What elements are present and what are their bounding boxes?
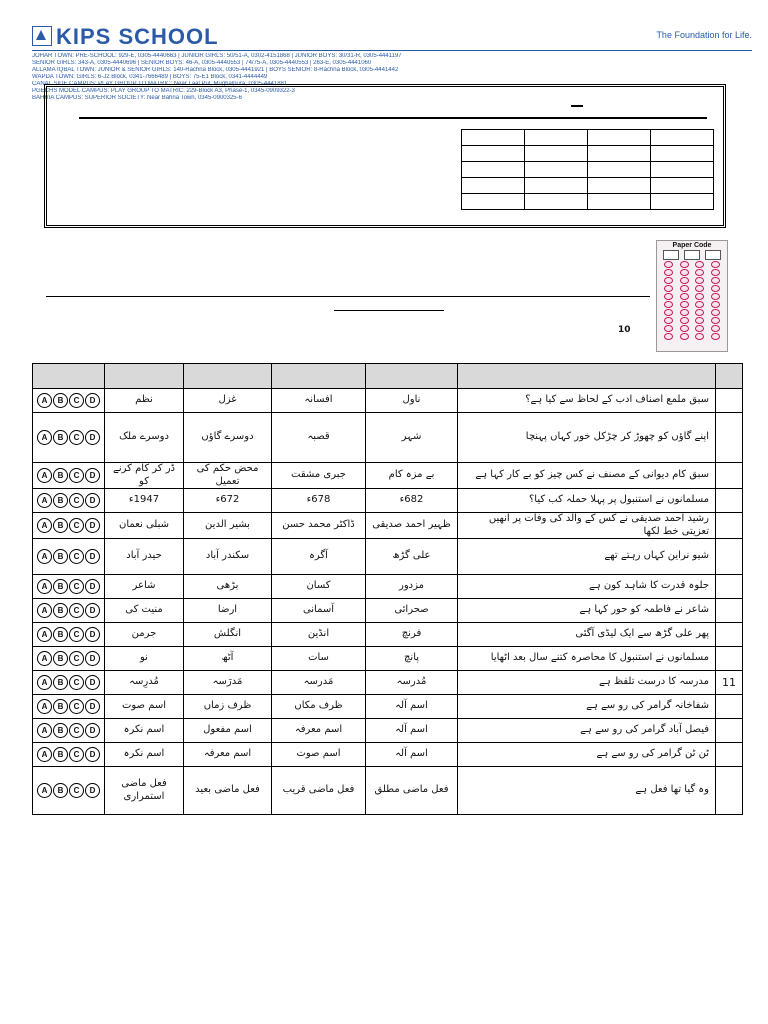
paper-code-bubble-row — [657, 309, 727, 316]
option-4: ڈر کر کام کرنے کو — [105, 463, 184, 489]
option-2: فعل ماضی قریب — [272, 767, 366, 815]
option-2: اسم صوت — [272, 743, 366, 767]
paper-code-bubble-row — [657, 325, 727, 332]
answer-bubble[interactable]: A — [37, 493, 52, 508]
paper-code-bubble[interactable] — [664, 269, 673, 276]
paper-code-bubble[interactable] — [711, 277, 720, 284]
question-row — [33, 671, 743, 695]
paper-code-bubble-row — [657, 317, 727, 324]
answer-bubble[interactable]: A — [37, 393, 52, 408]
paper-code-bubble-row — [657, 293, 727, 300]
answer-bubble[interactable]: D — [85, 699, 100, 714]
answer-bubble[interactable]: D — [85, 493, 100, 508]
answer-bubbles-cell — [33, 539, 105, 575]
answer-bubble[interactable]: C — [69, 675, 84, 690]
paper-code-bubble[interactable] — [664, 309, 673, 316]
title-rule — [79, 117, 707, 119]
answer-bubble[interactable]: C — [69, 393, 84, 408]
question-row — [33, 539, 743, 575]
answer-bubble[interactable]: D — [85, 783, 100, 798]
marks-cell[interactable] — [651, 162, 714, 178]
question-text: مسلمانوں نے استنبول کا محاصرہ کتنے سال بعد اٹھایا — [458, 647, 716, 671]
answer-bubble[interactable]: D — [85, 579, 100, 594]
paper-code-bubble[interactable] — [711, 285, 720, 292]
address-line: BAHRIA CAMPUS: SUPERIOR SOCIETY: Near Bahria Town, 0345-0900325-6 — [32, 95, 242, 101]
option-2: قصبہ — [272, 413, 366, 463]
question-text: شاعر نے فاطمہ کو حور کہا ہے — [458, 599, 716, 623]
question-number — [716, 743, 743, 767]
paper-code-digit-box[interactable] — [663, 250, 679, 260]
answer-bubble[interactable]: B — [53, 579, 68, 594]
table-header-row — [33, 364, 743, 389]
answer-bubble[interactable]: C — [69, 430, 84, 445]
paper-code-bubble-row — [657, 285, 727, 292]
answer-bubble[interactable]: B — [53, 783, 68, 798]
school-name: KIPS SCHOOL — [56, 24, 219, 49]
paper-code-bubble[interactable] — [680, 285, 689, 292]
option-1: صحرائی — [366, 599, 458, 623]
paper-code-bubble[interactable] — [664, 293, 673, 300]
paper-code-bubble[interactable] — [711, 261, 720, 268]
answer-bubble[interactable]: D — [85, 651, 100, 666]
question-row — [33, 743, 743, 767]
paper-code-bubble[interactable] — [664, 333, 673, 340]
question-number — [716, 767, 743, 815]
answer-bubble[interactable]: A — [37, 699, 52, 714]
option-3: ارضا — [184, 599, 272, 623]
answer-bubbles — [36, 675, 101, 690]
answer-bubbles — [36, 603, 101, 618]
marks-cell[interactable] — [651, 130, 714, 146]
answer-bubble[interactable]: D — [85, 393, 100, 408]
question-text: شفاخانہ گرامر کی رو سے ہے — [458, 695, 716, 719]
question-number: 11 — [716, 671, 743, 695]
answer-bubbles — [36, 549, 101, 564]
option-2: جبری مشقت — [272, 463, 366, 489]
paper-code-bubble[interactable] — [711, 293, 720, 300]
paper-code-bubble[interactable] — [695, 325, 704, 332]
answer-bubble[interactable]: C — [69, 783, 84, 798]
marks-cell[interactable] — [525, 130, 588, 146]
marks-cell[interactable] — [651, 178, 714, 194]
answer-bubble[interactable]: B — [53, 518, 68, 533]
option-3: آٹھ — [184, 647, 272, 671]
paper-code-bubble-row — [657, 301, 727, 308]
option-4: فعل ماضی استمراری — [105, 767, 184, 815]
paper-code-bubble[interactable] — [680, 325, 689, 332]
paper-code-bubble[interactable] — [695, 261, 704, 268]
paper-code-bubble[interactable] — [664, 285, 673, 292]
paper-code-bubble[interactable] — [680, 269, 689, 276]
marks-cell[interactable] — [525, 146, 588, 162]
option-4: اسم صوت — [105, 695, 184, 719]
option-1: بے مزہ کام — [366, 463, 458, 489]
paper-code-bubble-row — [657, 333, 727, 340]
answer-bubbles-cell — [33, 413, 105, 463]
option-2: آگرہ — [272, 539, 366, 575]
address-line: CANAL SIDE CAMPUS: PLAY GROUP TO MATRIC: Near Laal Pul, Mughalpura, 0305-4441881 — [32, 81, 288, 87]
option-2: افسانہ — [272, 389, 366, 413]
answer-bubble[interactable]: B — [53, 747, 68, 762]
marks-cell[interactable] — [462, 146, 525, 162]
paper-code-label: Paper Code — [672, 242, 712, 249]
mcq-table — [32, 363, 743, 815]
option-1: فعل ماضی مطلق — [366, 767, 458, 815]
answer-bubble[interactable]: C — [69, 747, 84, 762]
answer-bubble[interactable]: A — [37, 783, 52, 798]
marks-cell[interactable] — [525, 194, 588, 210]
question-number — [716, 413, 743, 463]
marks-cell[interactable] — [588, 194, 651, 210]
answer-bubbles — [36, 699, 101, 714]
answer-bubble[interactable]: C — [69, 549, 84, 564]
option-4: جرمن — [105, 623, 184, 647]
answer-bubbles-cell — [33, 513, 105, 539]
question-text: فیصل آباد گرامر کی رو سے ہے — [458, 719, 716, 743]
answer-bubble[interactable]: C — [69, 699, 84, 714]
answer-bubble[interactable]: C — [69, 518, 84, 533]
answer-bubbles-cell — [33, 647, 105, 671]
paper-code-bubble[interactable] — [711, 301, 720, 308]
answer-bubbles — [36, 651, 101, 666]
option-2: کسان — [272, 575, 366, 599]
option-3: مَدرَسہ — [184, 671, 272, 695]
question-number — [716, 719, 743, 743]
question-text: مدرسہ کا درست تلفظ ہے — [458, 671, 716, 695]
marks-cell[interactable] — [651, 194, 714, 210]
option-3: غزل — [184, 389, 272, 413]
answer-bubbles — [36, 723, 101, 738]
question-number — [716, 599, 743, 623]
paper-code-bubble[interactable] — [695, 269, 704, 276]
total-marks: 10 — [618, 325, 631, 335]
question-number — [716, 389, 743, 413]
answer-bubble[interactable]: D — [85, 468, 100, 483]
answer-bubbles — [36, 783, 101, 798]
paper-code-bubble[interactable] — [695, 277, 704, 284]
answer-bubbles-cell — [33, 695, 105, 719]
paper-code-bubble[interactable] — [664, 261, 673, 268]
option-3: انگلش — [184, 623, 272, 647]
question-row — [33, 575, 743, 599]
marks-cell[interactable] — [588, 146, 651, 162]
paper-code-bubble-grid — [657, 261, 727, 340]
question-text: سبق کام دیوانی کے مصنف نے کس چیز کو بے کار کہا ہے — [458, 463, 716, 489]
marks-grid — [461, 129, 714, 210]
paper-code-bubble[interactable] — [711, 325, 720, 332]
answer-bubble[interactable]: B — [53, 651, 68, 666]
answer-bubble[interactable]: C — [69, 603, 84, 618]
question-number — [716, 539, 743, 575]
answer-bubble[interactable]: D — [85, 747, 100, 762]
address-line: WAPDA TOWN: GIRLS: 6-J2 Block, 0341-7666489 | BOYS: 75-E1 Block, 0341-4444449 — [32, 74, 268, 80]
marks-cell[interactable] — [588, 130, 651, 146]
address-line: SENIOR GIRLS: 343-A, 0305-4440696 | SENIOR BOYS: 46-A, 0305-4440553 | 74/75-A, 0305-4440553 | 263-E, 0305-4441060 — [32, 60, 372, 66]
answer-bubble[interactable]: A — [37, 549, 52, 564]
marks-cell[interactable] — [525, 178, 588, 194]
question-text: ٹن ٹن گرامر کی رو سے ہے — [458, 743, 716, 767]
paper-code-bubble[interactable] — [711, 333, 720, 340]
answer-line — [46, 296, 650, 297]
paper-code-bubble[interactable] — [680, 277, 689, 284]
answer-bubble[interactable]: B — [53, 723, 68, 738]
question-text: مسلمانوں نے استنبول پر پہلا حملہ کب کیا؟ — [458, 489, 716, 513]
answer-bubble[interactable]: A — [37, 430, 52, 445]
option-4: مُدرِسہ — [105, 671, 184, 695]
option-1: مزدور — [366, 575, 458, 599]
paper-code-bubble[interactable] — [680, 333, 689, 340]
option-2: سات — [272, 647, 366, 671]
option-3: دوسرے گاؤں — [184, 413, 272, 463]
address-line: ALLAMA IQBAL TOWN: JUNIOR & SENIOR GIRLS: 140-Rachna Block, 0305-4441921 | BOYS SENIOR: 8-Rachna Block, 0305-4441442 — [32, 67, 399, 73]
title-dash — [571, 105, 583, 107]
paper-code-bubble-row — [657, 277, 727, 284]
answer-bubble[interactable]: D — [85, 627, 100, 642]
option-1: اسم آلہ — [366, 719, 458, 743]
school-logo-icon — [32, 26, 52, 46]
question-row — [33, 389, 743, 413]
option-3: فعل ماضی بعید — [184, 767, 272, 815]
answer-bubble[interactable]: D — [85, 675, 100, 690]
question-row — [33, 513, 743, 539]
answer-bubbles-cell — [33, 743, 105, 767]
option-1: فرنچ — [366, 623, 458, 647]
answer-bubble[interactable]: A — [37, 468, 52, 483]
option-3: 672ء — [184, 489, 272, 513]
answer-bubble[interactable]: A — [37, 627, 52, 642]
option-4: اسم نکرہ — [105, 743, 184, 767]
answer-bubbles-cell — [33, 389, 105, 413]
marks-cell[interactable] — [588, 162, 651, 178]
paper-code-bubble[interactable] — [695, 301, 704, 308]
answer-bubble[interactable]: D — [85, 549, 100, 564]
answer-bubbles — [36, 579, 101, 594]
answer-bubbles-cell — [33, 767, 105, 815]
paper-code-bubble[interactable] — [664, 325, 673, 332]
question-row — [33, 463, 743, 489]
answer-bubble[interactable]: D — [85, 430, 100, 445]
answer-bubbles-cell — [33, 463, 105, 489]
option-4: 1947ء — [105, 489, 184, 513]
answer-bubbles-cell — [33, 671, 105, 695]
paper-code-bubble[interactable] — [680, 293, 689, 300]
answer-bubble[interactable]: B — [53, 393, 68, 408]
answer-bubbles — [36, 518, 101, 533]
answer-bubble[interactable]: B — [53, 468, 68, 483]
paper-code-bubble[interactable] — [695, 317, 704, 324]
answer-bubbles — [36, 468, 101, 483]
option-2: مَدرسہ — [272, 671, 366, 695]
question-text: جلوہ قدرت کا شاہد کون ہے — [458, 575, 716, 599]
paper-code-digit-box[interactable] — [705, 250, 721, 260]
paper-code-bubble[interactable] — [695, 285, 704, 292]
option-4: اسم نکرہ — [105, 719, 184, 743]
paper-code-bubble[interactable] — [664, 317, 673, 324]
paper-code-bubble[interactable] — [680, 261, 689, 268]
answer-bubble[interactable]: B — [53, 699, 68, 714]
answer-bubble[interactable]: A — [37, 723, 52, 738]
exam-info-box — [44, 84, 726, 228]
option-2: 678ء — [272, 489, 366, 513]
answer-bubble[interactable]: D — [85, 603, 100, 618]
option-1: 682ء — [366, 489, 458, 513]
option-2: اسم معرفہ — [272, 719, 366, 743]
marks-cell[interactable] — [462, 130, 525, 146]
option-2: ڈاکٹر محمد حسن — [272, 513, 366, 539]
option-4: شبلی نعمان — [105, 513, 184, 539]
paper-code-bubble[interactable] — [664, 277, 673, 284]
header-rule — [32, 50, 752, 51]
paper-code-bubble[interactable] — [664, 301, 673, 308]
option-4: منیت کی — [105, 599, 184, 623]
answer-bubble[interactable]: B — [53, 675, 68, 690]
answer-bubbles-cell — [33, 599, 105, 623]
option-3: سکندر آباد — [184, 539, 272, 575]
question-row — [33, 719, 743, 743]
answer-bubble[interactable]: C — [69, 723, 84, 738]
option-1: ناول — [366, 389, 458, 413]
option-1: علی گڑھ — [366, 539, 458, 575]
marks-cell[interactable] — [588, 178, 651, 194]
answer-bubble[interactable]: A — [37, 675, 52, 690]
paper-code-bubble[interactable] — [680, 317, 689, 324]
paper-code-bubble[interactable] — [711, 309, 720, 316]
answer-bubble[interactable]: C — [69, 627, 84, 642]
answer-bubble[interactable]: C — [69, 579, 84, 594]
marks-cell[interactable] — [651, 146, 714, 162]
question-text: رشید احمد صدیقی نے کس کے والد کی وفات پر انھیں تعزیتی خط لکھا — [458, 513, 716, 539]
option-3: ظرف زماں — [184, 695, 272, 719]
question-number — [716, 623, 743, 647]
option-1: اسم آلہ — [366, 743, 458, 767]
answer-bubble[interactable]: C — [69, 468, 84, 483]
question-row — [33, 599, 743, 623]
question-text: اپنے گاؤں کو چھوڑ کر چڑکل خور کہاں پہنچا — [458, 413, 716, 463]
question-row — [33, 647, 743, 671]
paper-code-entry — [657, 250, 727, 260]
question-row — [33, 489, 743, 513]
question-text: پھر علی گڑھ سے ایک لیڈی آگئی — [458, 623, 716, 647]
answer-bubbles-cell — [33, 719, 105, 743]
question-number — [716, 463, 743, 489]
option-3: اسم مفعول — [184, 719, 272, 743]
answer-bubbles-cell — [33, 575, 105, 599]
answer-bubble[interactable]: B — [53, 549, 68, 564]
paper-code-bubble-row — [657, 269, 727, 276]
answer-bubble[interactable]: B — [53, 493, 68, 508]
answer-bubble[interactable]: B — [53, 603, 68, 618]
paper-code-bubble[interactable] — [695, 293, 704, 300]
paper-code-bubble[interactable] — [711, 317, 720, 324]
paper-code-bubble[interactable] — [680, 301, 689, 308]
answer-line-short — [334, 310, 444, 311]
paper-code-bubble-row — [657, 261, 727, 268]
option-3: اسم معرفہ — [184, 743, 272, 767]
answer-bubbles-cell — [33, 489, 105, 513]
question-number — [716, 513, 743, 539]
answer-bubble[interactable]: B — [53, 627, 68, 642]
answer-bubble[interactable]: A — [37, 518, 52, 533]
option-4: نظم — [105, 389, 184, 413]
option-4: شاعر — [105, 575, 184, 599]
answer-bubbles — [36, 430, 101, 445]
answer-bubble[interactable]: A — [37, 651, 52, 666]
marks-cell[interactable] — [525, 162, 588, 178]
answer-bubble[interactable]: C — [69, 651, 84, 666]
answer-bubbles — [36, 493, 101, 508]
option-2: ظرف مکاں — [272, 695, 366, 719]
option-1: پانچ — [366, 647, 458, 671]
option-1: شہر — [366, 413, 458, 463]
school-tagline: The Foundation for Life. — [656, 30, 752, 40]
option-2: آسمانی — [272, 599, 366, 623]
question-text: وہ گیا تھا فعل ہے — [458, 767, 716, 815]
option-1: اسم آلہ — [366, 695, 458, 719]
answer-bubbles — [36, 393, 101, 408]
option-4: حیدر آباد — [105, 539, 184, 575]
answer-bubble[interactable]: D — [85, 723, 100, 738]
answer-bubble[interactable]: A — [37, 579, 52, 594]
answer-bubble[interactable]: C — [69, 493, 84, 508]
paper-code-box — [656, 240, 728, 352]
answer-bubbles-cell — [33, 623, 105, 647]
option-1: ظہیر احمد صدیقی — [366, 513, 458, 539]
answer-bubble[interactable]: D — [85, 518, 100, 533]
option-1: مُدرسہ — [366, 671, 458, 695]
paper-code-bubble[interactable] — [695, 309, 704, 316]
paper-code-bubble[interactable] — [680, 309, 689, 316]
address-line: PGECHS MODEL CAMPUS: PLAY GROUP TO MATRIC: 229-Block A3, Phase-1, 0345-0909322-3 — [32, 88, 295, 94]
option-2: انڈین — [272, 623, 366, 647]
marks-cell[interactable] — [462, 194, 525, 210]
option-4: دوسرے ملک — [105, 413, 184, 463]
marks-cell[interactable] — [462, 178, 525, 194]
marks-cell[interactable] — [462, 162, 525, 178]
answer-bubble[interactable]: A — [37, 603, 52, 618]
paper-code-digit-box[interactable] — [684, 250, 700, 260]
question-number — [716, 647, 743, 671]
option-3: بشیر الدین — [184, 513, 272, 539]
address-line: JOHAR TOWN: PRE-SCHOOL: 929-E, 0305-4440663 | JUNIOR GIRLS: 50/51-A, 0302-4151868 | JUNIOR BOYS: 30/31-R, 0305-4441197 — [32, 53, 402, 59]
paper-code-bubble[interactable] — [695, 333, 704, 340]
option-4: نو — [105, 647, 184, 671]
option-3: محض حکم کی تعمیل — [184, 463, 272, 489]
answer-bubble[interactable]: B — [53, 430, 68, 445]
question-number — [716, 575, 743, 599]
question-row — [33, 767, 743, 815]
answer-bubbles — [36, 627, 101, 642]
question-row — [33, 695, 743, 719]
answer-bubbles — [36, 747, 101, 762]
question-text: شیو نراین کہاں رہتے تھے — [458, 539, 716, 575]
question-number — [716, 489, 743, 513]
question-text: سبق ملمع اصناف ادب کے لحاظ سے کیا ہے؟ — [458, 389, 716, 413]
question-number — [716, 695, 743, 719]
question-row — [33, 623, 743, 647]
question-row — [33, 413, 743, 463]
paper-code-bubble[interactable] — [711, 269, 720, 276]
option-3: بڑھی — [184, 575, 272, 599]
answer-bubble[interactable]: A — [37, 747, 52, 762]
